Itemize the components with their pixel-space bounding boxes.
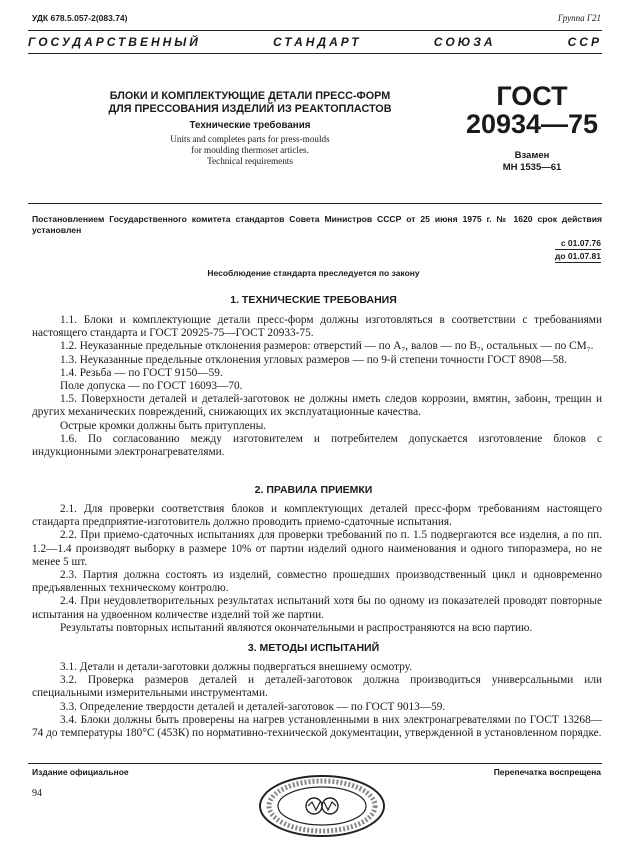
paragraph: 1.2. Неуказанные предельные отклонения размеров: отверстий — по A₇, валов — по B₇, остальных — по CM₇.	[60, 340, 594, 353]
paragraph: Острые кромки должны быть притуплены.	[60, 419, 267, 432]
standard-number-block	[462, 82, 602, 138]
section-title-acceptance-rules: 2. ПРАВИЛА ПРИЕМКИ	[254, 484, 373, 496]
law-notice: Несоблюдение стандарта преследуется по закону	[207, 268, 420, 278]
decree-text: Постановлением Государственного комитета стандартов Совета Министров СССР от 25 июня 1975 г. № 1620 срок действия установлен	[32, 214, 602, 235]
replaces-block	[462, 150, 602, 174]
valid-from: с 01.07.76	[555, 238, 601, 250]
banner-top-rule	[28, 30, 602, 31]
valid-to: до 01.07.81	[554, 251, 601, 261]
banner-word: ССР	[567, 35, 602, 49]
paragraph: 1.6. По согласованию между изготовителем и потребителем допускается изготовление блоков с индукционными электронагревателями.	[32, 432, 602, 459]
group-code: Группа Г21	[557, 13, 601, 23]
banner-word: ГОСУДАРСТВЕННЫЙ	[28, 35, 201, 49]
section-title-technical-requirements: 1. ТЕХНИЧЕСКИЕ ТРЕБОВАНИЯ	[230, 294, 397, 306]
paragraph: 3.3. Определение твердости деталей и деталей-заготовок — по ГОСТ 9013—59.	[60, 700, 446, 713]
official-edition-label: Издание официальное	[32, 767, 129, 777]
banner-word: СТАНДАРТ	[273, 35, 362, 49]
replaces-value: МН 1535—61	[502, 162, 562, 173]
paragraph: 2.2. При приемо-сдаточных испытаниях для проверки требований по п. 1.5 подвергаются все изделия, а по пп. 1.2—1.4 производят выборку в размере 10% от партии изделий одного наименования и одного типоразмера, но не менее 5 шт.	[32, 529, 602, 568]
title-en	[90, 134, 410, 167]
banner-word: СОЮЗА	[433, 35, 496, 49]
title-en-line: Technical requirements	[207, 156, 293, 166]
udk-code: УДК 678.5.057-2(083.74)	[32, 13, 128, 23]
paragraph: 1.3. Неуказанные предельные отклонения угловых размеров — по 9-й степени точности ГОСТ 8908—58.	[60, 353, 567, 366]
paragraph: 1.1. Блоки и комплектующие детали пресс-форм должны изготовляться в соответствии с требованиями настоящего стандарта и ГОСТ 20925-75—ГОСТ 20933-75.	[32, 314, 602, 340]
banner-bottom-rule	[28, 53, 602, 54]
paragraph: 1.5. Поверхности деталей и деталей-заготовок не должны иметь следов коррозии, вмятин, забоин, трещин и других механических повреждений, снижающих их эксплуатационные качества.	[32, 393, 602, 419]
document-title-block	[90, 90, 410, 167]
section-body-3	[32, 661, 602, 740]
paragraph: 3.2. Проверка размеров деталей и деталей-заготовок должна производиться универсальными или специальными измерительными инструментами.	[32, 674, 602, 700]
paragraph: Поле допуска — по ГОСТ 16093—70.	[60, 380, 243, 393]
section-title-test-methods: 3. МЕТОДЫ ИСПЫТАНИЙ	[247, 642, 380, 654]
section-body-2	[32, 503, 602, 635]
decree-rule	[28, 203, 602, 204]
validity-dates	[555, 238, 601, 264]
standard-number: 20934—75	[465, 109, 599, 139]
reprint-prohibited-label: Перепечатка воспрещена	[493, 767, 601, 777]
paragraph: Результаты повторных испытаний являются окончательными и распространяются на всю партию.	[60, 621, 533, 634]
title-ru-subtitle: Технические требования	[189, 120, 311, 131]
title-en-line: for moulding thermoset articles.	[191, 145, 309, 155]
replaces-label: Взамен	[514, 150, 550, 161]
title-ru	[90, 90, 410, 116]
section-body-1	[32, 314, 602, 459]
paragraph: 2.1. Для проверки соответствия блоков и комплектующих деталей пресс-форм требованиям настоящего стандарта предприятие-изготовитель должно проводить приемо-сдаточные испытания.	[32, 503, 602, 529]
page-number: 94	[32, 788, 42, 799]
paragraph: 3.4. Блоки должны быть проверены на нагрев установленными в них электронагревателями по ГОСТ 13268—74 до температуры 180°С (453К) по нормативно-технической документации, утвержденной в установленном порядке.	[32, 713, 602, 740]
state-standard-banner	[28, 35, 602, 49]
title-ru-line: ДЛЯ ПРЕССОВАНИЯ ИЗДЕЛИЙ ИЗ РЕАКТОПЛАСТОВ	[108, 103, 392, 115]
paragraph: 1.4. Резьба — по ГОСТ 9150—59.	[60, 366, 223, 379]
paragraph: 3.1. Детали и детали-заготовки должны подвергаться внешнему осмотру.	[60, 661, 413, 673]
paragraph: 2.4. При неудовлетворительных результатах испытаний хотя бы по одному из показателей проводят повторные испытания на удвоенном количестве изделий той же партии.	[32, 595, 602, 621]
library-stamp-icon	[258, 774, 386, 838]
title-ru-line: БЛОКИ И КОМПЛЕКТУЮЩИЕ ДЕТАЛИ ПРЕСС-ФОРМ	[109, 90, 391, 102]
footer-rule	[28, 763, 602, 764]
paragraph: 2.3. Партия должна состоять из изделий, совместно прошедших производственный цикл и одновременно предъявленных техническому контролю.	[32, 569, 602, 595]
title-en-line: Units and completes parts for press-moulds	[170, 134, 330, 144]
standard-label: ГОСТ	[496, 81, 568, 111]
